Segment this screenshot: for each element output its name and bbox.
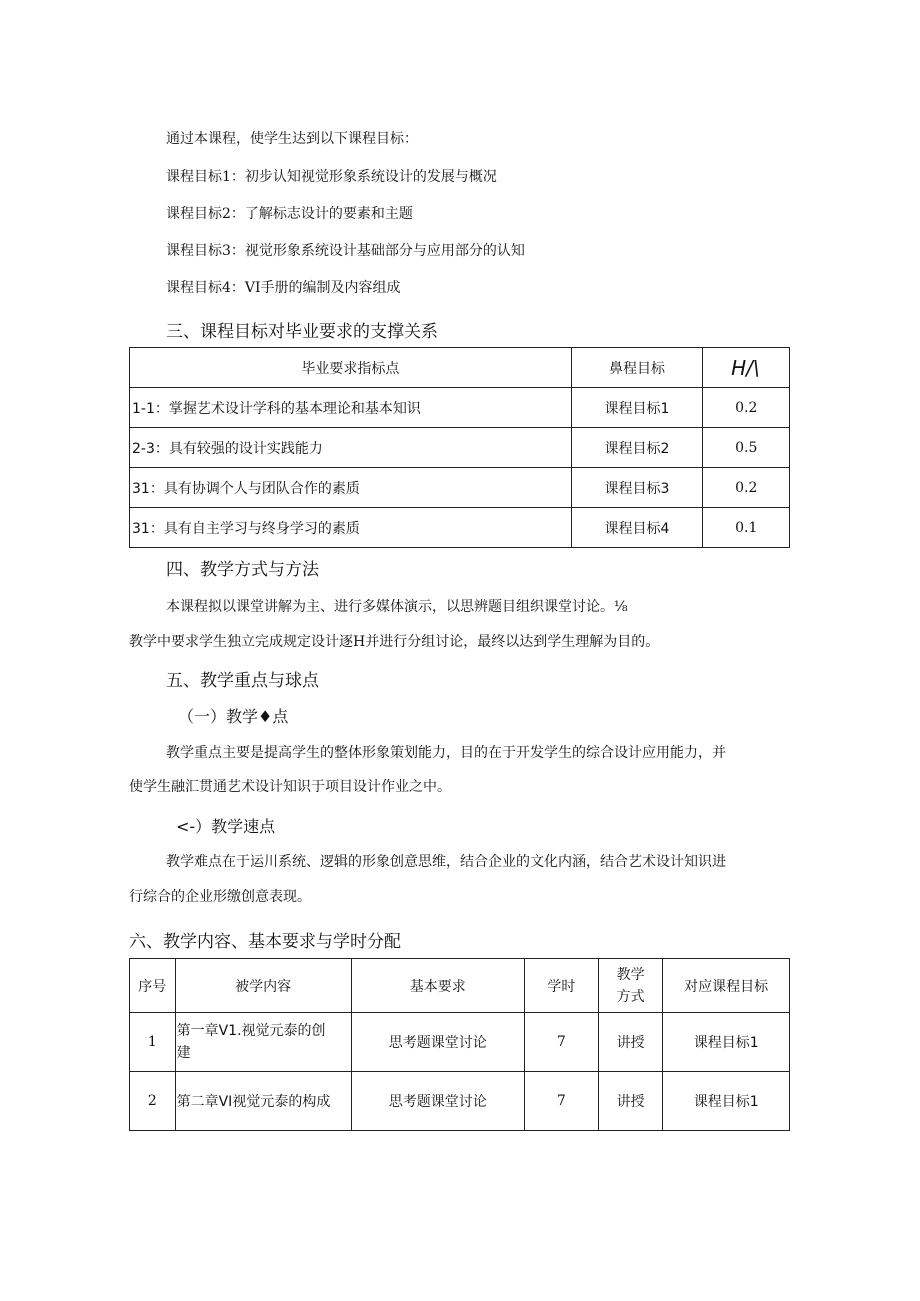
section3-title: 三、课程目标对毕业要求的支撑关系 — [166, 322, 438, 342]
header-index: 序号 — [130, 959, 176, 1013]
goal-2: 课程目标2：了解标志设计的要素和主题 — [166, 206, 413, 222]
hours-cell: 7 — [524, 1013, 598, 1072]
requirement-cell: 思考题课堂讨论 — [351, 1072, 524, 1131]
table-row — [130, 1072, 790, 1131]
method-cell: 讲授 — [598, 1013, 662, 1072]
subsection-key-points: （一）教学♦点 — [178, 707, 289, 726]
section6-title: 六、教学内容、基本要求与学时分配 — [129, 932, 401, 952]
section5-title: 五、教学重点与球点 — [166, 671, 319, 691]
content-cell: 第一章V1.视觉元泰的创 建 — [175, 1013, 351, 1072]
table-row — [130, 508, 790, 548]
requirement-cell: 2-3：具有较强的设计实践能力 — [130, 428, 572, 468]
table-row — [130, 428, 790, 468]
section4-line2: 教学中要求学生独立完成规定设计逐H并进行分组讨论，最终以达到学生理解为目的。 — [129, 634, 660, 650]
intro-text: 通过本课程，使学生达到以下课程目标： — [166, 131, 418, 147]
header-method: 教学 方式 — [598, 959, 662, 1013]
header-weight: H/\ — [703, 348, 790, 388]
table-row — [130, 388, 790, 428]
requirement-cell: 31：具有自主学习与终身学习的素质 — [130, 508, 572, 548]
index-cell: 2 — [130, 1072, 176, 1131]
index-cell: 1 — [130, 1013, 176, 1072]
difficult-points-line2: 行综合的企业形缴创意表现。 — [129, 889, 311, 905]
subsection-difficult-points: <-）教学速点 — [176, 817, 276, 836]
header-requirement: 基本要求 — [351, 959, 524, 1013]
requirement-cell: 1-1：掌握艺术设计学科的基本理论和基本知识 — [130, 388, 572, 428]
key-points-line2: 使学生融汇贯通艺术设计知识于项目设计作业之中。 — [129, 779, 451, 795]
content-table — [129, 958, 790, 1131]
goal-3: 课程目标3：视觉形象系统设计基础部分与应用部分的认知 — [166, 243, 525, 259]
table-row — [130, 1013, 790, 1072]
target-cell: 课程目标1 — [663, 1072, 790, 1131]
content-cell: 第二章VI视觉元泰的构成 — [175, 1072, 351, 1131]
table-header-row — [130, 348, 790, 388]
header-requirement: 毕业要求指标点 — [130, 348, 572, 388]
header-content: 被学内容 — [175, 959, 351, 1013]
goal-cell: 课程目标2 — [571, 428, 702, 468]
key-points-line1: 教学重点主要是提高学生的整体形象策划能力，目的在于开发学生的综合设计应用能力，并 — [166, 745, 726, 761]
section4-line1: 本课程拟以课堂讲解为主、进行多媒体演示，以思辨题目组织课堂讨论。⅛ — [166, 599, 628, 615]
table-header-row — [130, 959, 790, 1013]
weight-cell: 0.2 — [703, 388, 790, 428]
weight-cell: 0.5 — [703, 428, 790, 468]
hours-cell: 7 — [524, 1072, 598, 1131]
goal-4: 课程目标4：VI手册的编制及内容组成 — [166, 280, 401, 296]
weight-cell: 0.2 — [703, 468, 790, 508]
weight-cell: 0.1 — [703, 508, 790, 548]
header-target: 对应课程目标 — [663, 959, 790, 1013]
header-hours: 学时 — [524, 959, 598, 1013]
difficult-points-line1: 教学难点在于运川系统、逻辑的形象创意思维，结合企业的文化内涵，结合艺术设计知识进 — [166, 854, 726, 870]
goal-cell: 课程目标1 — [571, 388, 702, 428]
goal-cell: 课程目标3 — [571, 468, 702, 508]
goal-cell: 课程目标4 — [571, 508, 702, 548]
requirement-cell: 思考题课堂讨论 — [351, 1013, 524, 1072]
header-goal: 鼻程目标 — [571, 348, 702, 388]
section4-title: 四、教学方式与方法 — [166, 560, 319, 580]
requirement-cell: 31：具有协调个人与团队合作的素质 — [130, 468, 572, 508]
goal-1: 课程目标1：初步认知视觉形象系统设计的发展与概况 — [166, 169, 497, 185]
table-row — [130, 468, 790, 508]
method-cell: 讲授 — [598, 1072, 662, 1131]
support-table — [129, 347, 790, 548]
target-cell: 课程目标1 — [663, 1013, 790, 1072]
